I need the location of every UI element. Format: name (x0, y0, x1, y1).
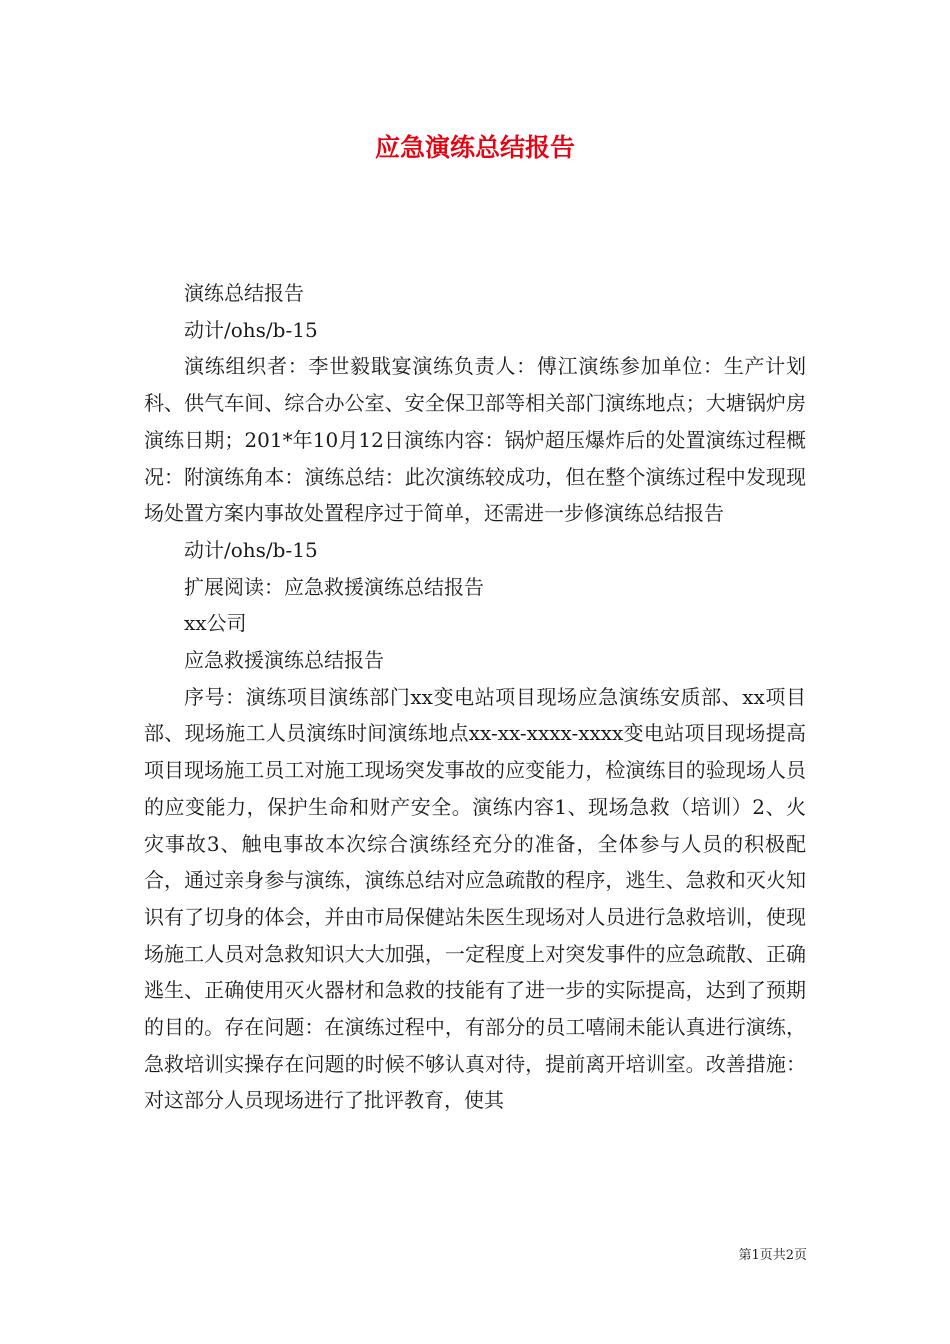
document-body (144, 275, 806, 1119)
paragraph-heading: 演练总结报告 (184, 281, 304, 305)
paragraph-drill-details: 演练组织者：李世毅戢宴演练负责人：傅江演练参加单位：生产计划科、供气车间、综合办公室、安全保卫部等相关部门演练地点；大塘锅炉房演练日期；201*年10月12日演练内容：锅炉超压爆炸后的处置演练过程概况：附演练角本：演练总结：此次演练较成功，但在整个演练过程中发现现场处置方案内事故处置程序过于简单，还需进一步修演练总结报告 (144, 354, 806, 526)
page-indicator: 第1页共2页 (738, 1248, 807, 1263)
paragraph-extended-reading: 扩展阅读：应急救援演练总结报告 (184, 574, 484, 599)
paragraph-doc-code-repeat: 动计/ohs/b-15 (184, 537, 318, 562)
paragraph-subtitle: 应急救援演练总结报告 (184, 648, 384, 673)
page-title: 应急演练总结报告 (374, 133, 575, 162)
paragraph-company: xx公司 (184, 611, 247, 636)
paragraph-doc-code: 动计/ohs/b-15 (184, 317, 318, 342)
paragraph-main-content: 序号：演练项目演练部门xx变电站项目现场应急演练安质部、xx项目部、现场施工人员演练时间演练地点xx-xx-xxxx-xxxx变电站项目现场提高项目现场施工员工对施工现场突发事故的应变能力，检演练目的验现场人员的应变能力，保护生命和财产安全。演练内容1、现场急救（培训）2、火灾事故3、触电事故本次综合演练经充分的准备，全体参与人员的积极配合，通过亲身参与演练，演练总结对应急疏散的程序，逃生、急救和灭火知识有了切身的体会，并由市局保健站朱医生现场对人员进行急救培训，使现场施工人员对急救知识大大加强，一定程度上对突发事件的应急疏散、正确逃生、正确使用灭火器材和急救的技能有了进一步的实际提高，达到了预期的目的。存在问题：在演练过程中，有部分的员工嘻闹未能认真进行演练，急救培训实操存在问题的时候不够认真对待，提前离开培训室。改善措施：对这部分人员现场进行了批评教育，使其 (144, 684, 806, 1113)
